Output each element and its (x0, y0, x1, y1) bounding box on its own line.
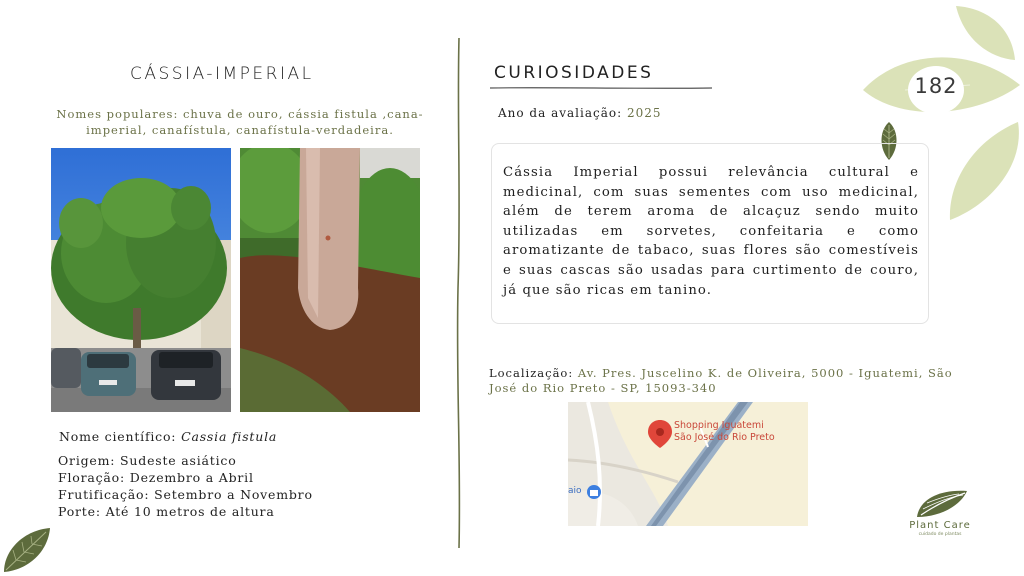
curiosities-underline (490, 86, 712, 90)
scientific-name-value: Cassia fistula (181, 429, 278, 444)
map-place-line2: São José do Rio Preto (674, 432, 775, 443)
evaluation-year-label: Ano da avaliação: (498, 106, 627, 120)
map-place-line1: Shopping Iguatemi (674, 420, 764, 431)
tree-photo (51, 148, 231, 412)
fact-fruiting: Frutificação: Setembro a Novembro (58, 487, 313, 502)
plant-facts (58, 452, 313, 520)
fact-origin: Origem: Sudeste asiático (58, 453, 237, 468)
evaluation-year-value: 2025 (626, 106, 662, 120)
location (489, 366, 979, 396)
scientific-name (59, 429, 277, 444)
plant-title: CÁSSIA-IMPERIAL (130, 64, 314, 84)
shopping-bag-icon (587, 485, 601, 499)
decorative-leaf-bottom-left (0, 524, 52, 576)
fact-flowering: Floração: Dezembro a Abril (58, 470, 254, 485)
location-address: Av. Pres. Juscelino K. de Oliveira, 5000 - Iguatemi, São José do Rio Preto - SP, 15093-340 (489, 366, 953, 395)
curiosity-text: Cássia Imperial possui relevância cultural e medicinal, com suas sementes com uso medicinal, além de terem aroma de alcaçuz sendo muito utilizadas em sorvetes, confeitaria e como aromatizante de tabaco, suas flores são comestíveis e suas cascas são usadas para curtimento de couro, já que são ricas em tanino. (503, 165, 919, 298)
location-map[interactable] (568, 402, 808, 526)
brand-tagline: cuidado de plantas (918, 532, 962, 537)
column-divider (454, 38, 464, 548)
popular-names: Nomes populares: chuva de ouro, cássia fistula ,cana-imperial, canafístula, canafístula-verdadeira. (56, 107, 424, 137)
evaluation-year (498, 106, 662, 120)
trunk-photo (240, 148, 420, 412)
plant-care-logo-icon (913, 487, 971, 519)
brand-name: Plant Care (909, 520, 971, 531)
curiosities-title: CURIOSIDADES (494, 63, 654, 83)
map-partial-label: aio (568, 486, 582, 496)
location-label: Localização: (489, 366, 578, 380)
page-number: 182 (914, 74, 958, 98)
fact-size: Porte: Até 10 metros de altura (58, 504, 275, 519)
scientific-name-label: Nome científico: (59, 429, 182, 444)
